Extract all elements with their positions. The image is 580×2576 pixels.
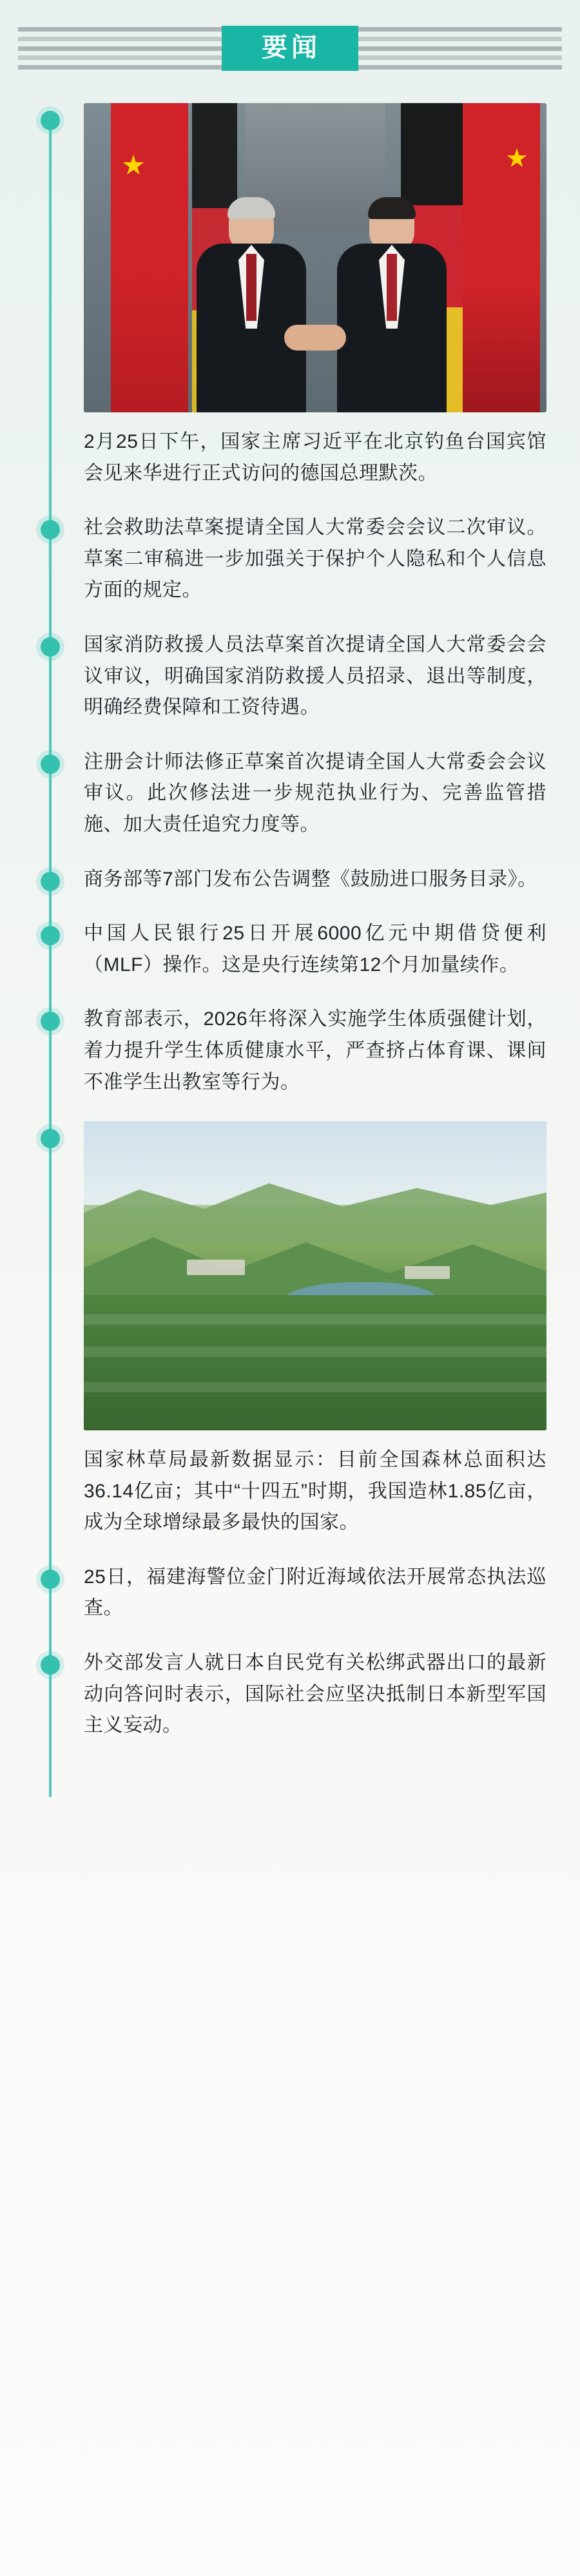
list-item <box>0 1004 580 1098</box>
page-title: 要闻 <box>222 26 358 71</box>
news-text: 社会救助法草案提请全国人大常委会会议二次审议。草案二审稿进一步加强关于保护个人隐私和个人信息方面的规定。 <box>84 517 546 601</box>
news-text: 中国人民银行25日开展6000亿元中期借贷便利（MLF）操作。这是央行连续第12个月加量续作。 <box>84 923 546 976</box>
forest-landscape-photo <box>84 1121 546 1430</box>
timeline-dot-icon <box>41 520 60 539</box>
timeline-dot-icon <box>41 637 60 657</box>
timeline-dot-icon <box>41 1655 60 1675</box>
list-item <box>0 512 580 606</box>
timeline-dot-icon <box>41 755 60 774</box>
timeline-dot-icon <box>41 1129 60 1148</box>
list-item <box>0 1562 580 1624</box>
news-text: 25日，福建海警位金门附近海域依法开展常态执法巡查。 <box>84 1566 546 1619</box>
news-text: 商务部等7部门发布公告调整《鼓励进口服务目录》。 <box>84 868 537 890</box>
news-text: 2月25日下午，国家主席习近平在北京钓鱼台国宾馆会见来华进行正式访问的德国总理默茨。 <box>84 431 546 484</box>
news-text: 外交部发言人就日本自民党有关松绑武器出口的最新动向答问时表示，国际社会应坚决抵制日本新型军国主义妄动。 <box>84 1652 546 1736</box>
list-item <box>0 103 580 489</box>
list-item <box>0 630 580 724</box>
timeline-dot-icon <box>41 1570 60 1589</box>
list-item <box>0 747 580 841</box>
timeline-dot-icon <box>41 926 60 945</box>
list-item <box>0 1648 580 1742</box>
list-item <box>0 918 580 981</box>
news-text: 国家消防救援人员法草案首次提请全国人大常委会会议审议，明确国家消防救援人员招录、退出等制度，明确经费保障和工资待遇。 <box>84 633 546 718</box>
timeline-dot-icon <box>41 1012 60 1031</box>
timeline-list <box>0 97 580 1823</box>
news-text: 注册会计师法修正草案首次提请全国人大常委会会议审议。此次修法进一步规范执业行为、完善监管措施、加大责任追究力度等。 <box>84 751 546 835</box>
timeline-dot-icon <box>41 111 60 130</box>
timeline-dot-icon <box>41 872 60 891</box>
list-item <box>0 1121 580 1539</box>
page-header <box>0 0 580 97</box>
list-item <box>0 864 580 896</box>
news-text: 教育部表示，2026年将深入实施学生体质强健计划，着力提升学生体质健康水平，严查挤占体育课、课间不准学生出教室等行为。 <box>84 1008 546 1093</box>
news-text: 国家林草局最新数据显示：目前全国森林总面积达36.14亿亩；其中“十四五”时期，我国造林1.85亿亩，成为全球增绿最多最快的国家。 <box>84 1449 546 1533</box>
xi-merz-handshake-photo <box>84 103 546 412</box>
